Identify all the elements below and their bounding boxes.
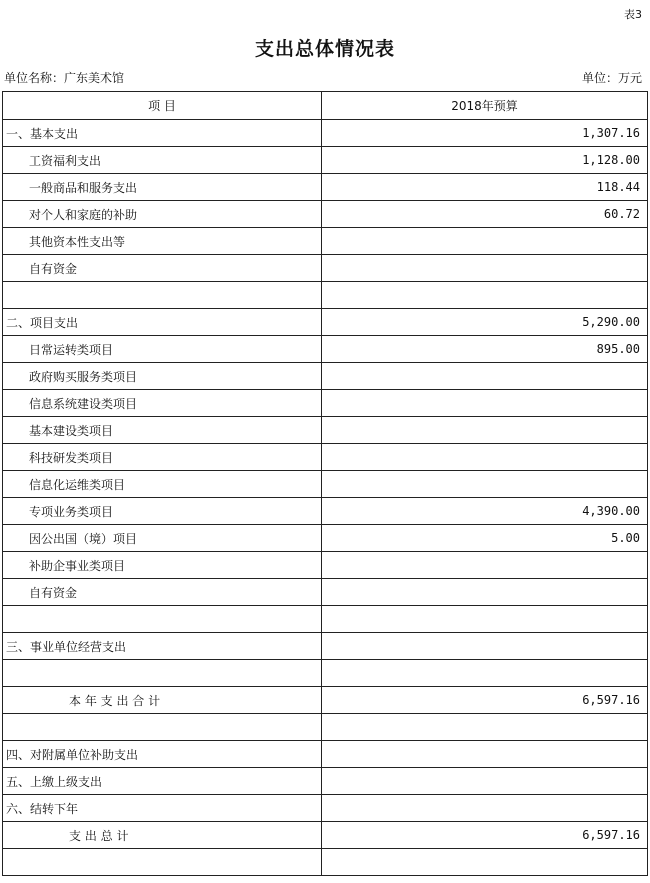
table-row (3, 228, 648, 255)
row-amount (322, 714, 648, 741)
row-amount (322, 633, 648, 660)
unit-name-label: 单位名称：广东美术馆 (4, 71, 125, 85)
row-label (3, 660, 322, 687)
table-row (3, 714, 648, 741)
table-row (3, 633, 648, 660)
table-row (3, 390, 648, 417)
unit-label: 单位：万元 (581, 71, 642, 85)
row-amount (322, 471, 648, 498)
table-row (3, 336, 648, 363)
row-amount: 1,307.16 (322, 120, 648, 147)
table-row (3, 498, 648, 525)
table-row (3, 768, 648, 795)
row-label: 信息系统建设类项目 (3, 390, 322, 417)
row-label: 工资福利支出 (3, 147, 322, 174)
row-label (3, 606, 322, 633)
table-row (3, 147, 648, 174)
row-label: 一般商品和服务支出 (3, 174, 322, 201)
row-amount (322, 282, 648, 309)
row-amount (322, 552, 648, 579)
row-amount (322, 606, 648, 633)
row-amount (322, 390, 648, 417)
table-row (3, 444, 648, 471)
row-amount (322, 444, 648, 471)
row-label: 五、上缴上级支出 (3, 768, 322, 795)
table-header-row (3, 92, 648, 120)
table-row (3, 687, 648, 714)
table-row (3, 471, 648, 498)
table-row (3, 174, 648, 201)
row-label (3, 714, 322, 741)
table-row (3, 579, 648, 606)
row-label: 其他资本性支出等 (3, 228, 322, 255)
row-amount: 118.44 (322, 174, 648, 201)
row-label: 政府购买服务类项目 (3, 363, 322, 390)
row-label: 一、基本支出 (3, 120, 322, 147)
table-row (3, 417, 648, 444)
row-label (3, 282, 322, 309)
row-amount (322, 660, 648, 687)
row-amount: 5,290.00 (322, 309, 648, 336)
row-amount (322, 768, 648, 795)
row-label: 二、项目支出 (3, 309, 322, 336)
row-label: 三、事业单位经营支出 (3, 633, 322, 660)
row-label: 自有资金 (3, 579, 322, 606)
row-amount (322, 228, 648, 255)
row-label: 四、对附属单位补助支出 (3, 741, 322, 768)
table-row (3, 525, 648, 552)
row-amount (322, 849, 648, 876)
row-label: 自有资金 (3, 255, 322, 282)
row-amount: 60.72 (322, 201, 648, 228)
table-row (3, 822, 648, 849)
table-row (3, 282, 648, 309)
table-row (3, 552, 648, 579)
row-amount: 6,597.16 (322, 687, 648, 714)
table-row (3, 849, 648, 876)
row-label: 对个人和家庭的补助 (3, 201, 322, 228)
table-row (3, 795, 648, 822)
table-row (3, 201, 648, 228)
table-row (3, 309, 648, 336)
row-label: 补助企事业类项目 (3, 552, 322, 579)
row-label: 信息化运维类项目 (3, 471, 322, 498)
row-label: 支 出 总 计 (3, 822, 322, 849)
row-label: 因公出国（境）项目 (3, 525, 322, 552)
table-row (3, 741, 648, 768)
row-label: 专项业务类项目 (3, 498, 322, 525)
expenditure-table (2, 91, 648, 876)
row-amount (322, 741, 648, 768)
row-amount: 5.00 (322, 525, 648, 552)
row-label (3, 849, 322, 876)
row-amount (322, 255, 648, 282)
table-row (3, 660, 648, 687)
table-row (3, 606, 648, 633)
row-amount: 6,597.16 (322, 822, 648, 849)
row-label: 基本建设类项目 (3, 417, 322, 444)
column-header-item-text: 项 目 (148, 99, 176, 113)
table-row (3, 363, 648, 390)
column-header-budget: 2018年预算 (322, 92, 648, 120)
row-amount (322, 363, 648, 390)
row-label: 日常运转类项目 (3, 336, 322, 363)
row-label: 六、结转下年 (3, 795, 322, 822)
table-row (3, 120, 648, 147)
table-row (3, 255, 648, 282)
column-header-item (3, 92, 322, 120)
row-amount (322, 795, 648, 822)
page-title: 支出总体情况表 (254, 38, 395, 60)
row-amount: 1,128.00 (322, 147, 648, 174)
row-amount (322, 417, 648, 444)
row-amount: 4,390.00 (322, 498, 648, 525)
row-label: 科技研发类项目 (3, 444, 322, 471)
row-label: 本 年 支 出 合 计 (3, 687, 322, 714)
row-amount: 895.00 (322, 336, 648, 363)
row-amount (322, 579, 648, 606)
table-number: 表3 (624, 8, 642, 21)
